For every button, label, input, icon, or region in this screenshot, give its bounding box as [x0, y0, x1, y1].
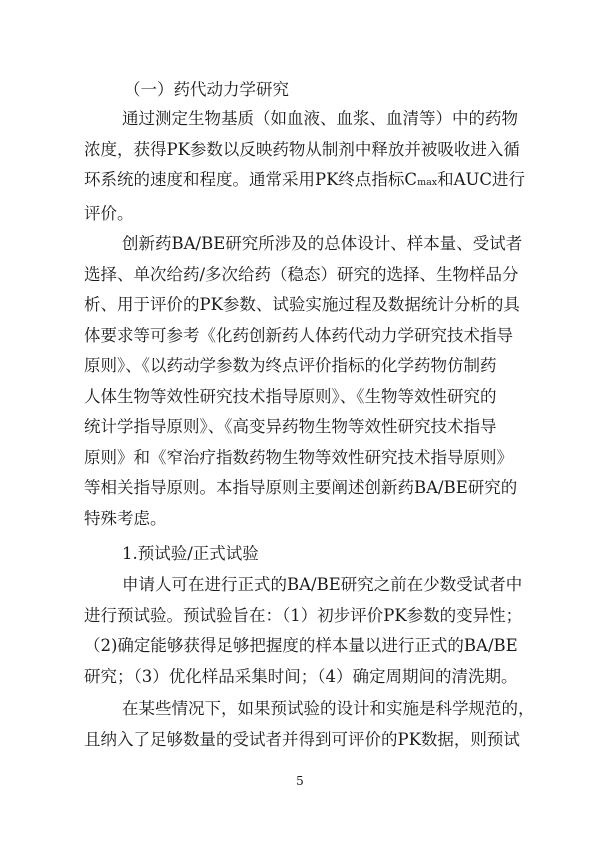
text-line: 统计学指导原则》、《高变异药物生物等效性研究技术指导: [84, 417, 497, 436]
text-line: 1.预试验/正式试验: [122, 544, 259, 563]
text-line: 研究；（3）优化样品采集时间；（4）确定周期间的清洗期。: [84, 666, 518, 686]
text-line: 评价。: [84, 203, 134, 223]
text-line: 创新药BA/BE研究所涉及的总体设计、样本量、受试者: [122, 234, 523, 253]
text-line: 析、用于评价的PK参数、试验实施过程及数据统计分析的具: [84, 295, 520, 314]
text-line: 浓度，获得PK参数以反映药物从制剂中释放并被吸收进入循: [84, 139, 520, 159]
text-line: 特殊考虑。: [84, 508, 167, 528]
text-line: 选择、单次给药/多次给药（稳态）研究的选择、生物样品分: [84, 264, 519, 284]
text-line: 在某些情况下，如果预试验的设计和实施是科学规范的，: [122, 699, 535, 718]
text-line: 进行预试验。预试验旨在：（1）初步评价PK参数的变异性；: [84, 605, 523, 625]
cmax-subscript: max: [417, 177, 438, 188]
text-line: [84, 165, 524, 199]
paragraph-pilot-study: [84, 570, 524, 692]
text-line: 体要求等可参考《化药创新药人体药代动力学研究技术指导: [84, 325, 513, 345]
subheading-pilot-study: [84, 539, 524, 570]
paragraph-pilot-data: [84, 694, 535, 755]
text-line: 且纳入了足够数量的受试者并得到可评价的PK数据，则预试: [84, 729, 520, 749]
page-number: 5: [296, 774, 304, 788]
text-line: 原则》、《以药动学参数为终点评价指标的化学药物仿制药: [84, 356, 497, 375]
paragraph-study-design: [84, 229, 524, 534]
text-line: 原则》和《窄治疗指数药物生物等效性研究技术指导原则》: [84, 447, 513, 467]
text-line: 申请人可在进行正式的BA/BE研究之前在少数受试者中: [122, 575, 523, 594]
text-line: （2)确定能够获得足够把握度的样本量以进行正式的BA/BE: [84, 636, 518, 655]
text-line: 等相关指导原则。本指导原则主要阐述创新药BA/BE研究的: [84, 478, 518, 497]
text-line: 人体生物等效性研究技术指导原则》、《生物等效性研究的: [84, 386, 497, 406]
text-segment: 和AUC进行: [437, 170, 526, 189]
text-segment: 环系统的速度和程度。通常采用PK终点指标C: [84, 170, 418, 189]
paragraph-pk-measurement: [84, 104, 524, 229]
text-line: 通过测定生物基质（如血液、血浆、血清等）中的药物: [122, 109, 518, 128]
section-heading: （一）药代动力学研究: [124, 80, 289, 99]
